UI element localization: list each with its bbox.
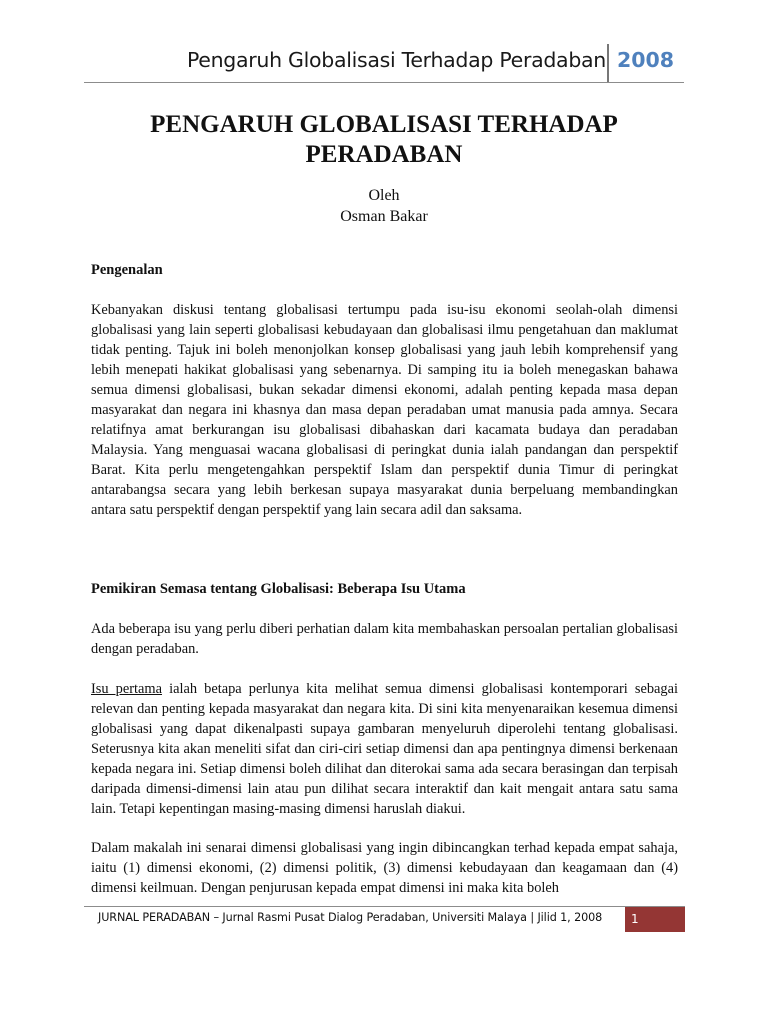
page-header — [84, 42, 684, 83]
header-divider — [607, 44, 609, 82]
section-heading-issues: Pemikiran Semasa tentang Globalisasi: Beberapa Isu Utama — [91, 581, 466, 597]
section-heading-intro: Pengenalan — [91, 262, 163, 278]
author-name: Osman Bakar — [340, 208, 428, 225]
issues-paragraph-1: Ada beberapa isu yang perlu diberi perhatian dalam kita membahaskan persoalan pertalian globalisasi dengan peradaban. — [91, 621, 678, 657]
page-footer — [84, 906, 685, 932]
header-year: 2008 — [617, 48, 675, 72]
title-line-2: PERADABAN — [305, 141, 463, 168]
header-title: Pengaruh Globalisasi Terhadap Peradaban — [186, 48, 606, 72]
issues-paragraph-3: Dalam makalah ini senarai dimensi globalisasi yang ingin dibincangkan terhad kepada empat sahaja, iaitu (1) dimensi ekonomi, (2) dimensi politik, (3) dimensi kebudayaan dan keagamaan dan (4) dimensi keilmuan. Dengan penjurusan kepada empat dimensi ini maka kita boleh — [91, 840, 678, 896]
first-issue-label: Isu pertama — [91, 681, 163, 697]
intro-paragraph: Kebanyakan diskusi tentang globalisasi tertumpu pada isu-isu ekonomi seolah-olah dimensi globalisasi yang lain seperti globalisasi kebudayaan dan globalisasi ilmu pengetahuan dan maklumat tidak penting. Tajuk ini boleh menonjolkan konsep globalisasi yang jauh lebih komprehensif yang lebih menepati hakikat globalisasi yang sebenarnya. Di samping itu ia boleh menegaskan bahawa semua dimensi globalisasi, bukan sekadar dimensi ekonomi, adalah penting kepada masa depan masyarakat dan negara ini khasnya dan masa depan peradaban umat manusia pada amnya. Secara relatifnya amat berkurangan isu globalisasi dibahaskan dari kacamata budaya dan peradaban Malaysia. Yang menguasai wacana globalisasi di peringkat dunia ialah pandangan dan perspektif Barat. Kita perlu mengetengahkan perspektif Islam dan perspektif dunia Timur di peringkat antarabangsa secara yang lebih berkesan supaya masyarakat dunia berpeluang membandingkan antara satu perspektif dengan perspektif yang lain secara adil dan saksama. — [91, 302, 678, 518]
issues-paragraph-2 — [91, 679, 678, 819]
page-number: 1 — [625, 907, 685, 932]
by-label: Oleh — [368, 187, 400, 204]
title-line-1: PENGARUH GLOBALISASI TERHADAP — [150, 111, 618, 138]
footer-journal-text: JURNAL PERADABAN – Jurnal Rasmi Pusat Dialog Peradaban, Universiti Malaya | Jilid 1, 2008 — [98, 911, 603, 924]
issues-paragraph-2-body: ialah betapa perlunya kita melihat semua dimensi globalisasi kontemporari sebagai relevan dan penting kepada masyarakat dan negara kita. Di sini kita menyenaraikan kesemua dimensi globalisasi yang dapat dikenalpasti supaya gambaran menyeluruh diperolehi tentang globalisasi. Seterusnya kita akan meneliti sifat dan ciri-ciri setiap dimensi dan apa pentingnya dimensi berkenaan kepada negara ini. Setiap dimensi boleh dilihat dan diterokai sama ada secara berasingan dan terpisah daripada dimensi-dimensi lain atau pun dilihat secara interaktif dan kait mengait antara satu sama lain. Tetapi kepentingan masing-masing dimensi haruslah diakui. — [91, 681, 678, 817]
document-title — [84, 110, 684, 170]
